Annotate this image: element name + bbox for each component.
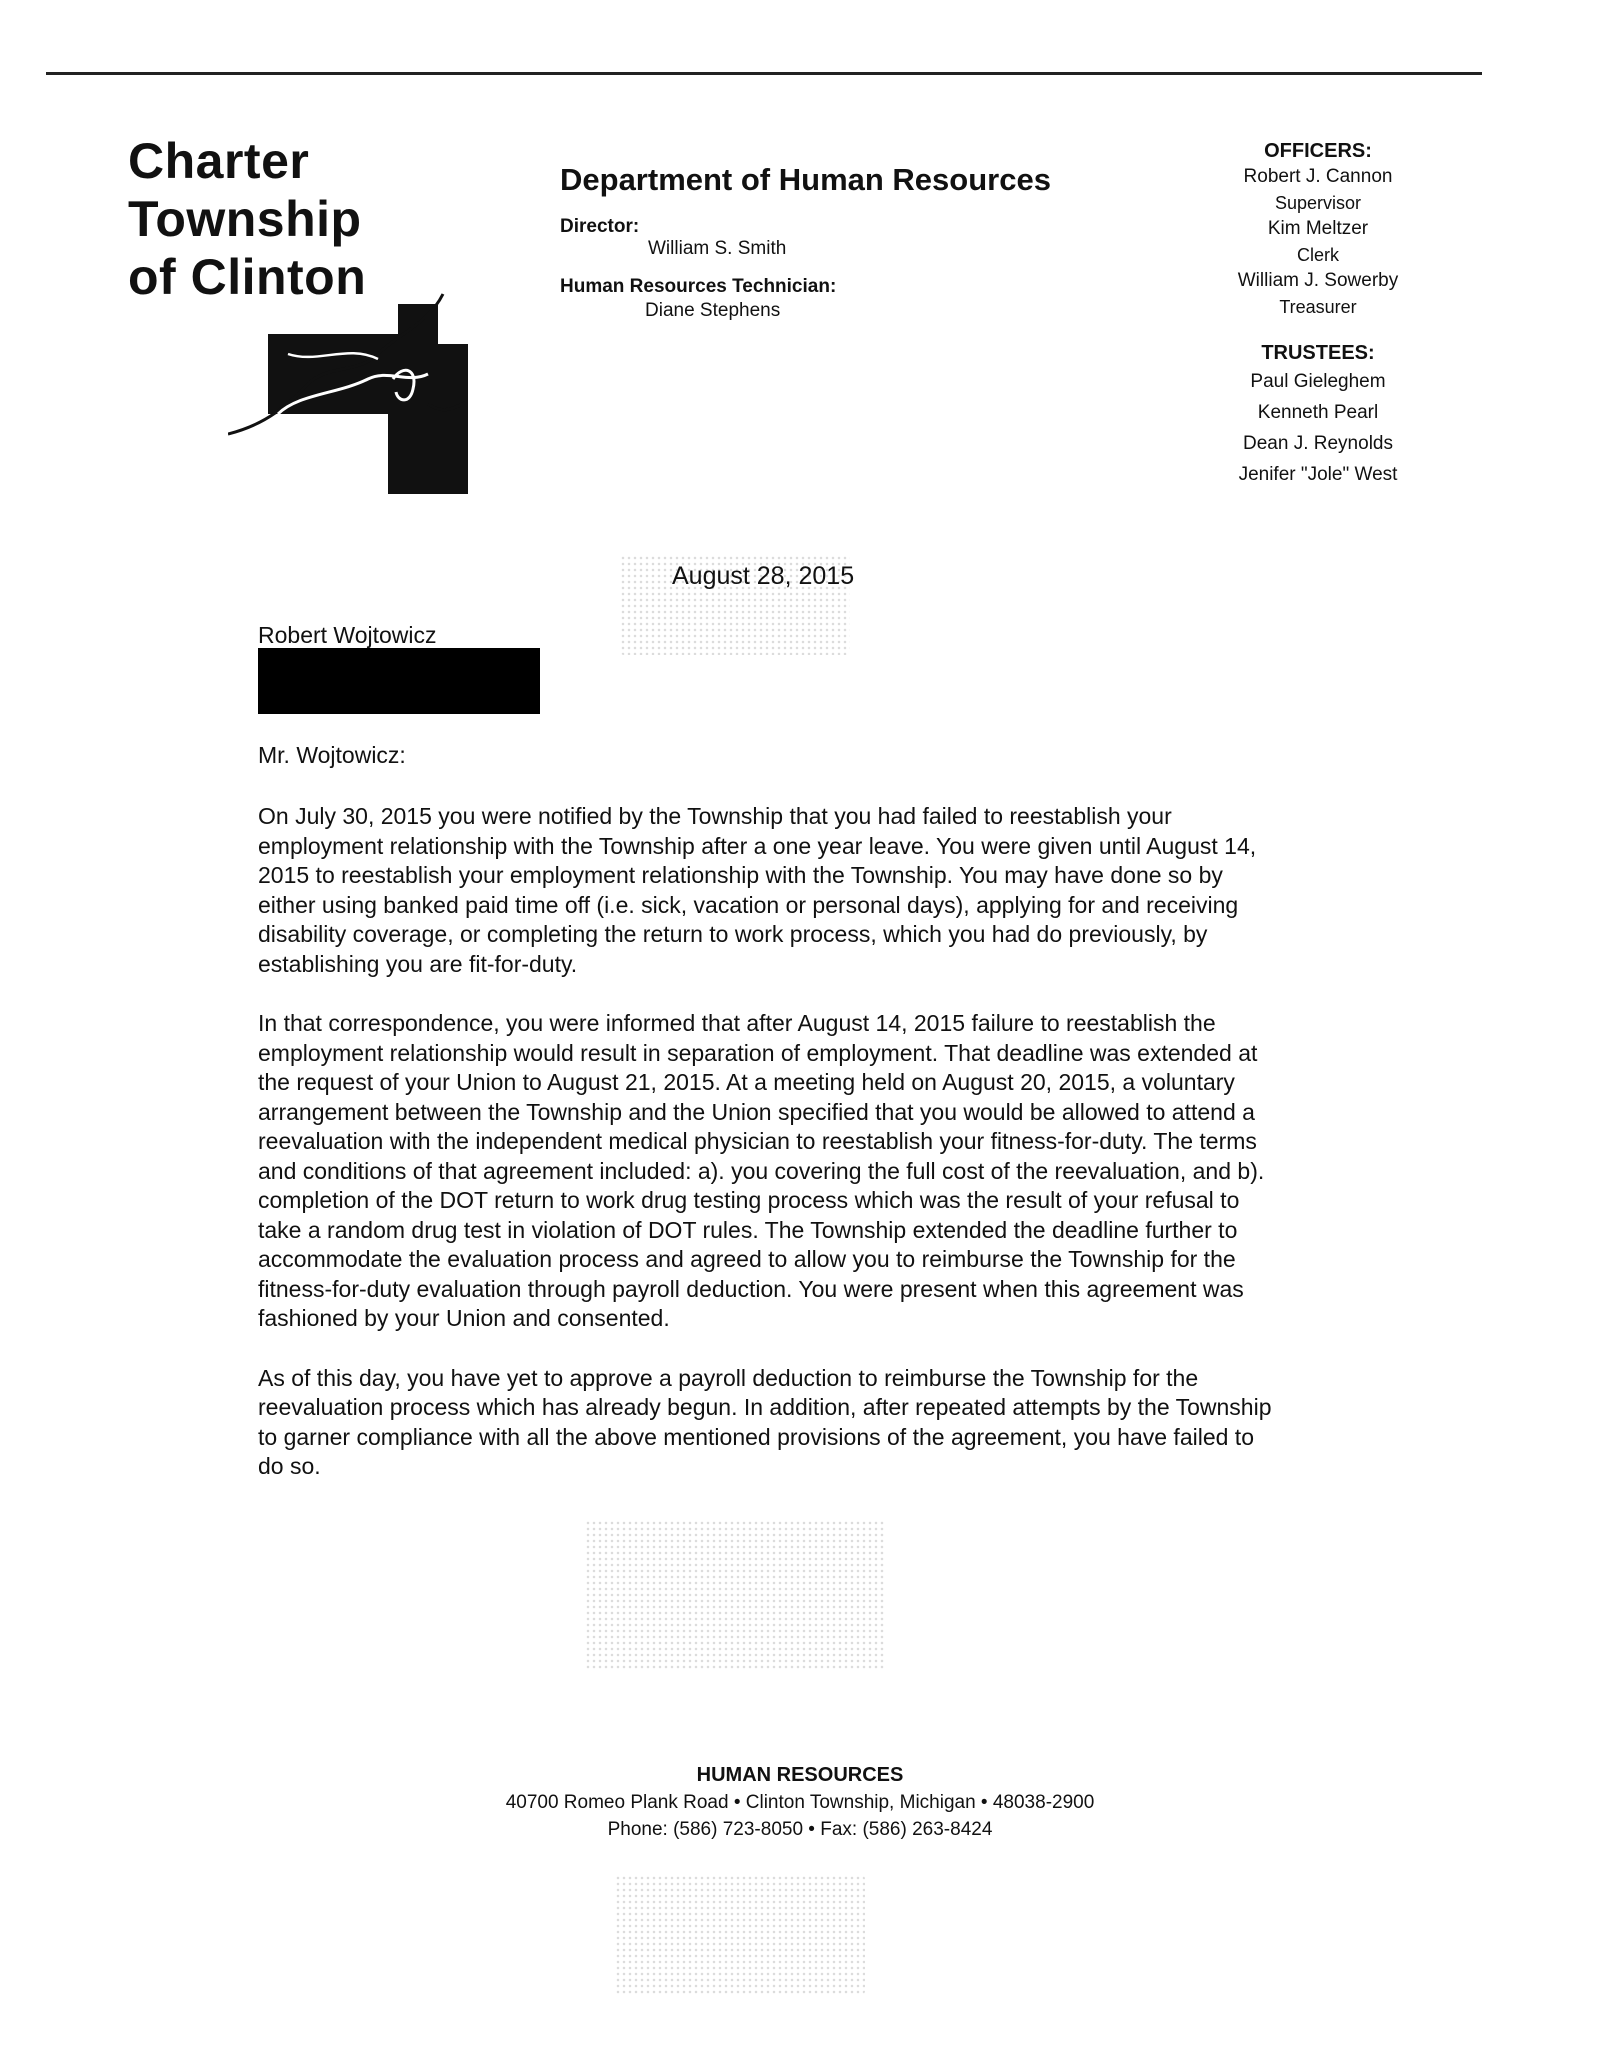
- officer-name: William J. Sowerby: [1237, 270, 1399, 291]
- officers-heading: OFFICERS:: [1264, 140, 1372, 162]
- trustee-name: Dean J. Reynolds: [1243, 433, 1393, 454]
- officers-list: [1198, 138, 1438, 490]
- scan-noise: [615, 1875, 865, 1995]
- letter-body: [258, 802, 1280, 1512]
- salutation: Mr. Wojtowicz:: [258, 742, 406, 768]
- recipient-name: Robert Wojtowicz: [258, 622, 437, 648]
- redacted-address: [258, 648, 540, 714]
- footer-heading: HUMAN RESOURCES: [696, 1764, 904, 1786]
- township-logo: [128, 132, 458, 462]
- top-rule: [46, 72, 1482, 75]
- trustee-name: Kenneth Pearl: [1257, 402, 1379, 423]
- footer-contact: Phone: (586) 723-8050 • Fax: (586) 263-8424: [607, 1819, 993, 1840]
- department-header: [560, 162, 1100, 322]
- officer-role: Clerk: [1296, 245, 1339, 265]
- department-title: Department of Human Resources: [560, 162, 1051, 197]
- director-label: Director:: [560, 216, 640, 237]
- body-paragraph: As of this day, you have yet to approve a payroll deduction to reimburse the Township for the reevaluation process which has already begun. In addition, after repeated attempts by the Township to garner compliance with all the above mentioned provisions of the agreement, you have failed to do so.: [258, 1364, 1272, 1479]
- technician-name: Diane Stephens: [645, 300, 781, 321]
- footer-address: 40700 Romeo Plank Road • Clinton Township, Michigan • 48038-2900: [505, 1792, 1095, 1813]
- footer: [340, 1762, 1260, 1843]
- officer-role: Treasurer: [1279, 297, 1357, 317]
- officer-role: Supervisor: [1274, 193, 1362, 213]
- scan-noise: [585, 1520, 885, 1670]
- trustee-name: Jenifer "Jole" West: [1238, 464, 1398, 485]
- trustee-name: Paul Gieleghem: [1250, 371, 1386, 392]
- trustees-heading: TRUSTEES:: [1261, 342, 1375, 364]
- technician-label: Human Resources Technician:: [560, 276, 837, 297]
- letter-date: August 28, 2015: [672, 562, 855, 590]
- officer-name: Robert J. Cannon: [1243, 166, 1393, 187]
- body-paragraph: In that correspondence, you were informed that after August 14, 2015 failure to reestablish the employment relationship would result in separation of employment. That deadline was extended at the request of your Union to August 21, 2015. At a meeting held on August 20, 2015, a voluntary arrangement between the Township and the Union specified that you would be allowed to attend a reevaluation with the independent medical physician to reestablish your fitness-for-duty. The terms and conditions of that agreement included: a). you covering the full cost of the reevaluation, and b). completion of the DOT return to work drug testing process which was the result of your refusal to take a random drug test in violation of DOT rules. The Township extended the deadline further to accommodate the evaluation process and agreed to allow you to reimburse the Township for the fitness-for-duty evaluation through payroll deduction. You were present when this agreement was fashioned by your Union and consented.: [258, 1010, 1265, 1331]
- logo-wordmark: Charter Township of Clinton: [128, 133, 367, 305]
- director-name: William S. Smith: [648, 238, 787, 259]
- body-paragraph: On July 30, 2015 you were notified by the Township that you had failed to reestablish your employment relationship with the Township after a one year leave. You were given until August 14, 2015 to reestablish your employment relationship with the Township. You may have done so by either using banked paid time off (i.e. sick, vacation or personal days), applying for and receiving disability coverage, or completing the return to work process, which you had do previously, by establishing you are fit-for-duty.: [258, 803, 1257, 977]
- township-map-icon: [228, 284, 468, 494]
- officer-name: Kim Meltzer: [1267, 218, 1369, 239]
